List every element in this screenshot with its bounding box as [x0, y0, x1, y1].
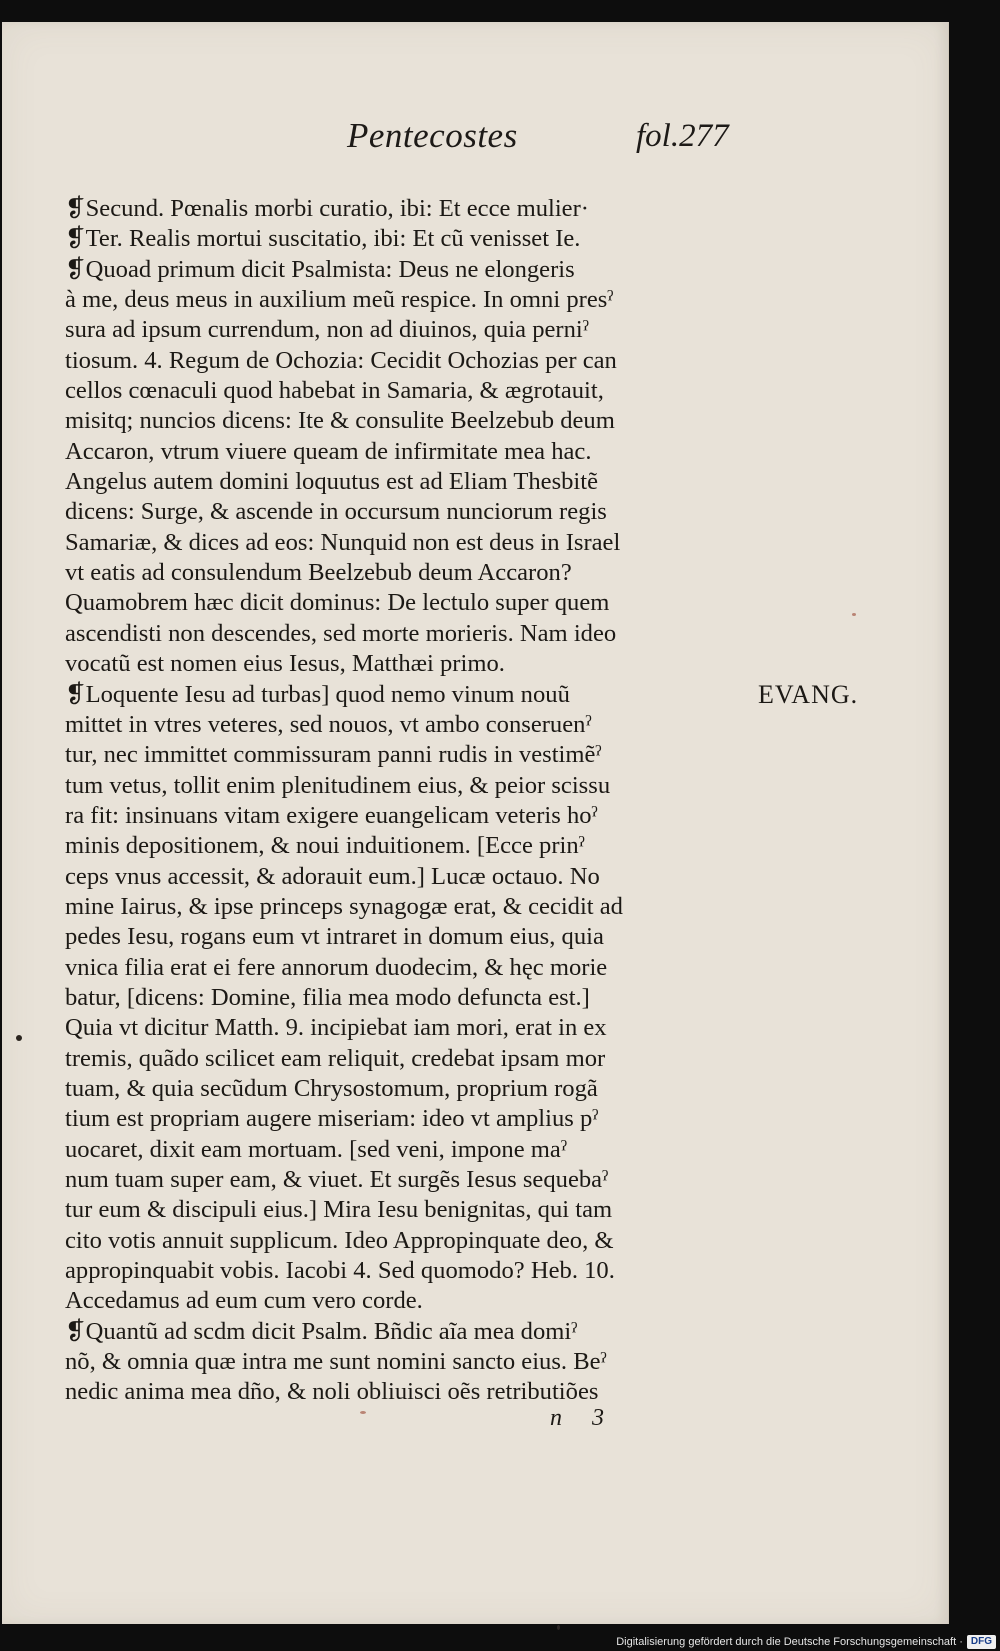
ink-spot [16, 1035, 22, 1041]
text-line: ra fit: insinuans vitam exigere euangelicam veteris hoˀ [65, 801, 598, 829]
text-line: nõ, & omnia quæ intra me sunt nomini sancto eius. Beˀ [65, 1348, 607, 1376]
stain-mark [557, 1625, 560, 1630]
text-line: pedes Iesu, rogans eum vt intraret in domum eius, quia [65, 923, 604, 951]
text-line: tur, nec immittet commissuram panni rudis in vestimẽˀ [65, 741, 602, 769]
dfg-logo: DFG [967, 1635, 996, 1649]
text-line: tuam, & quia secũdum Chrysostomum, proprium rogã [65, 1074, 598, 1102]
text-line: dicens: Surge, & ascende in occursum nunciorum regis [65, 498, 607, 526]
text-line: cellos cœnaculi quod habebat in Samaria, & ægrotauit, [65, 377, 604, 405]
text-line: misitq; nuncios dicens: Ite & consulite Beelzebub deum [65, 407, 615, 435]
main-text-block [65, 194, 737, 1408]
text-line: Accaron, vtrum viuere queam de infirmitate mea hac. [65, 437, 592, 465]
text-line: vnica filia erat ei fere annorum duodecim, & hęc morie [65, 953, 608, 981]
text-line: appropinquabit vobis. Iacobi 4. Sed quomodo? Heb. 10. [65, 1257, 615, 1285]
credit-text: Digitalisierung gefördert durch die Deutsche Forschungsgemeinschaft · [616, 1636, 963, 1648]
text-line: num tuam super eam, & viuet. Et surgẽs Iesus sequebaˀ [65, 1166, 609, 1193]
text-line: tium est propriam augere miseriam: ideo vt amplius pˀ [65, 1105, 599, 1133]
text-line: tur eum & discipuli eius.] Mira Iesu benignitas, qui tam [65, 1196, 613, 1224]
text-line: ❡Quoad primum dicit Psalmista: Deus ne elongeris [65, 255, 575, 283]
text-line: ❡Quantũ ad scdm dicit Psalm. Bñdic aĩa mea domiˀ [65, 1317, 578, 1345]
text-line: ascendisti non descendes, sed morte morieris. Nam ideo [65, 619, 617, 647]
text-line: tum vetus, tollit enim plenitudinem eius, & peior scissu [65, 771, 611, 799]
stain-mark [360, 1411, 366, 1414]
text-line: Samariæ, & dices ad eos: Nunquid non est deus in Israel [65, 528, 621, 556]
text-line: vt eatis ad consulendum Beelzebub deum Accaron? [65, 559, 572, 587]
text-line: uocaret, dixit eam mortuam. [sed veni, impone maˀ [65, 1135, 567, 1163]
text-line: ❡Secund. Pœnalis morbi curatio, ibi: Et ecce mulier· [65, 195, 589, 222]
text-line: cito votis annuit supplicum. Ideo Appropinquate deo, & [65, 1226, 614, 1254]
text-line: tiosum. 4. Regum de Ochozia: Cecidit Ochozias per can [65, 346, 617, 374]
text-line: mine Iairus, & ipse princeps synagogæ erat, & cecidit ad [65, 892, 623, 920]
book-page [2, 22, 949, 1624]
text-line: nedic anima mea dño, & noli obliuisci oẽs retributiões [65, 1378, 599, 1406]
text-line: sura ad ipsum currendum, non ad diuinos, quia perniˀ [65, 316, 589, 344]
digitization-credit [616, 1635, 996, 1649]
marginal-note: EVANG. [758, 680, 859, 709]
signature-mark: n 3 [550, 1405, 616, 1431]
text-line: à me, deus meus in auxilium meũ respice. In omni presˀ [65, 286, 614, 314]
stain-mark [852, 613, 856, 616]
text-line: ❡Loquente Iesu ad turbas] quod nemo vinum nouũ [65, 680, 570, 708]
text-line: ❡Ter. Realis mortui suscitatio, ibi: Et cũ venisset Ie. [65, 225, 581, 253]
text-line: vocatũ est nomen eius Iesus, Matthæi primo. [65, 650, 505, 678]
folio-number: fol.277 [636, 118, 729, 154]
text-line: tremis, quãdo scilicet eam reliquit, credebat ipsam mor [65, 1044, 606, 1072]
text-line: minis depositionem, & noui induitionem. [Ecce prinˀ [65, 832, 585, 860]
text-line: mittet in vtres veteres, sed nouos, vt ambo conseruenˀ [65, 710, 592, 738]
text-line: ceps vnus accessit, & adorauit eum.] Lucæ octauo. No [65, 862, 600, 890]
running-title: Pentecostes [347, 116, 518, 155]
text-line: Quia vt dicitur Matth. 9. incipiebat iam mori, erat in ex [65, 1014, 607, 1042]
text-line: Accedamus ad eum cum vero corde. [65, 1287, 423, 1315]
text-line: Quamobrem hæc dicit dominus: De lectulo super quem [65, 589, 610, 617]
text-line: batur, [dicens: Domine, filia mea modo defuncta est.] [65, 983, 590, 1011]
text-line: Angelus autem domini loquutus est ad Eliam Thesbitẽ [65, 468, 599, 496]
